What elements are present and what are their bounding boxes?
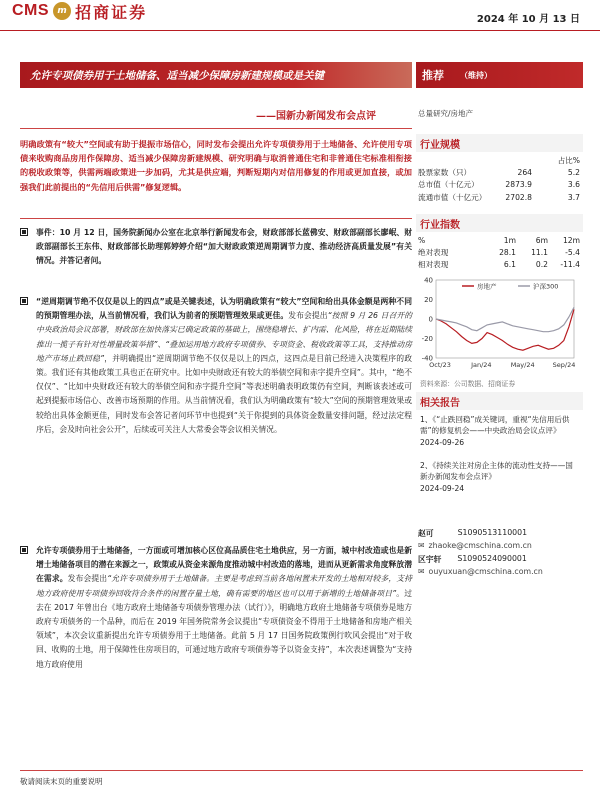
section-industry-index bbox=[416, 214, 583, 232]
related-report bbox=[420, 460, 580, 494]
scale-row-pct: 3.7 bbox=[567, 192, 580, 202]
index-row-value: 28.1 bbox=[499, 248, 516, 258]
policy-space-quote: “按照 9 月 26 日召开的中央政治局会议部署，财政部在加快落实已确定政策的基础上，围绕稳增长、扩内需、化风险，将在近期陆续推出一揽子有针对性增量政策举措”、“叠加运用地方政府专项债券、专项资金、税收政策等工具，支持推动房地产市场止跌回稳” bbox=[36, 311, 413, 363]
industry-index-chart bbox=[416, 272, 583, 376]
related-report-title: 2、《持续关注对房企主体的流动性支持——国新办新闻发布会点评》 bbox=[420, 461, 573, 482]
land-reserve-quote: “允许专项债券用于土地储备。主要是考虑到当前各地闲置未开发的土地相对较多，支持地方政府使用专项债券回收符合条件的闲置存量土地，确有需要的地区也可以用于新增的土地储备项目” bbox=[36, 574, 412, 598]
brand-logo bbox=[12, 0, 147, 22]
logo-cn: 招商证券 bbox=[75, 2, 148, 22]
logo-text: CMS bbox=[12, 2, 50, 19]
bullet-marker-icon bbox=[20, 228, 28, 236]
rating: 推荐 bbox=[422, 69, 444, 82]
summary-bottom-divider bbox=[20, 218, 412, 219]
industry-scale-table bbox=[418, 154, 580, 204]
report-subtitle: ——国新办新闻发布会点评 bbox=[256, 111, 376, 122]
x-tick-label: Sep/24 bbox=[552, 361, 576, 369]
related-report-date: 2024-09-24 bbox=[420, 483, 465, 493]
x-tick-label: Jan/24 bbox=[471, 361, 492, 369]
scale-row-value: 2702.8 bbox=[505, 192, 532, 202]
analyst-cert: S1090524090001 bbox=[457, 554, 527, 563]
index-row-value: 11.1 bbox=[531, 248, 548, 258]
policy-space-intro: 发布会提出 bbox=[288, 311, 328, 321]
scale-row-label: 股票家数（只） bbox=[418, 168, 472, 178]
x-tick-label: Oct/23 bbox=[429, 361, 451, 369]
industry-index-table bbox=[418, 234, 580, 271]
y-tick-label: 40 bbox=[424, 276, 433, 285]
scale-row bbox=[418, 166, 580, 178]
rating-banner bbox=[416, 62, 583, 88]
plot-frame bbox=[436, 280, 574, 358]
index-row-value: -5.4 bbox=[565, 248, 580, 258]
scale-row-label: 总市值（十亿元） bbox=[418, 180, 479, 190]
email-icon: ✉ bbox=[418, 567, 425, 576]
scale-row-pct: 5.2 bbox=[567, 168, 580, 178]
summary-top-divider bbox=[20, 128, 412, 129]
bullet-policy-space bbox=[36, 295, 412, 437]
scale-row-label: 流通市值（十亿元） bbox=[418, 192, 487, 202]
email-icon: ✉ bbox=[418, 541, 425, 550]
bullet-marker-icon bbox=[20, 297, 28, 305]
index-row-value: 0.2 bbox=[535, 260, 548, 270]
index-row-label: 相对表现 bbox=[418, 260, 449, 270]
bullet-land-reserve bbox=[36, 544, 412, 672]
analyst-name: 区宇轩 bbox=[418, 555, 442, 564]
rating-sub: （维持） bbox=[460, 71, 492, 80]
index-row-value: 6.1 bbox=[503, 260, 516, 270]
industry-label: 总量研究/房地产 bbox=[418, 109, 474, 118]
section-related bbox=[416, 392, 583, 410]
land-reserve-body: 。过去在 2017 年曾出台《地方政府土地储备专项债券管理办法（试行）》，明确地方政府土地储备专项债券是地方政府专项债务的一个品种，而后在 2019 年国务院常务会议提出“专项债资金不得用于土地储备和房地产相关领域”，本次会议重新提出允许专项债券用于土地储备。此前 5 月 17 日国务院政策例行吹风会提出“对于收回、收购的土地，用于保障性住房项目的，可通过地方政府专项债券等予以资金支持”，本次表述调整为“支持地方政府使用 bbox=[36, 588, 412, 669]
y-tick-label: 0 bbox=[428, 315, 433, 324]
policy-space-lead: “逆周期调节绝不仅仅是以上的四点”或是关键表述，认为明确政策有“较大”空间和给出具体金额是两种不同的预期管理办法，从当前情况看，我们认为前者的预期管理效果或更佳。 bbox=[36, 297, 412, 321]
section-industry-scale bbox=[416, 134, 583, 152]
analyst-email[interactable]: ouyuxuan@cmschina.com.cn bbox=[428, 567, 543, 576]
index-row bbox=[418, 246, 580, 258]
report-date: 2024 年 10 月 13 日 bbox=[476, 14, 580, 25]
header-divider bbox=[0, 30, 600, 31]
bullet-event bbox=[36, 226, 412, 269]
event-text: 事件：10 月 12 日，国务院新闻办公室在北京举行新闻发布会，财政部部长蓝佛安、财政部副部长廖岷、财政部副部长王东伟、财政部部长助理郭婷婷介绍“加大财政政策逆周期调节力度、推动经济高质量发展”有关情况。并答记者问。 bbox=[36, 228, 412, 266]
land-reserve-lead: 允许专项债券用于土地储备，一方面或可增加核心区位高品质住宅土地供应，另一方面，城中村改造或也是新增土地储备项目的潜在来源之一，政策或从资金来源角度推动城中村改造的落地，进而从更新需求角度释放潜在需求。 bbox=[36, 546, 412, 584]
y-tick-label: -40 bbox=[421, 354, 433, 363]
scale-unit-row bbox=[418, 154, 580, 166]
land-reserve-intro: 发布会提出 bbox=[67, 574, 108, 584]
analyst-block bbox=[418, 528, 543, 580]
related-title: 相关报告 bbox=[420, 398, 460, 409]
index-header: 6m bbox=[535, 235, 548, 245]
legend-label: 房地产 bbox=[477, 282, 497, 291]
x-tick-label: May/24 bbox=[510, 361, 535, 369]
legend-label: 沪深300 bbox=[533, 282, 559, 291]
industry-scale-title: 行业规模 bbox=[420, 140, 460, 151]
policy-space-body: ，并明确提出“逆周期调节绝不仅仅是以上的四点，这四点是目前已经进入决策程序的政策。我们还有其他政策工具也正在研究中。比如中央财政还有较大的举债空间和赤字提升空间”。其中，“绝不仅仅”、“比如中央财政还有较大的举债空间和赤字提升空间”等表述明确表明政策仍有空间，判断该表述或可起到提振市场信心、改善市场预期的作用。从当前情况看，我们认为明确政策有“较大”空间的预期管理效果或较给出具体金额更佳，同时发布会答记者问环节中也提到“关于你提到的具体资金数量安排问题，经过法定程序后，会及时向社会公开”，后续或可关注人大常委会等会议相关情况。 bbox=[36, 353, 412, 434]
chart-source: 资料来源：公司数据、招商证券 bbox=[420, 380, 516, 388]
series-line-property bbox=[436, 309, 574, 350]
index-header: 12m bbox=[562, 235, 580, 245]
summary-paragraph: 明确政策有“较大”空间或有助于提振市场信心，同时发布会提出允许专项债券用于土地储备、允许使用专项债来收购商品房用作保障房、适当减少保障房新建规模、研究明确与取消普通住宅和非普通住宅标准相衔接的税收政策等，供需两端政策进一步加码，尤其是供应端，判断短期内对信用修复的作用或更加直接，或加强我们此前提出的“先信用后供需”修复逻辑。 bbox=[20, 139, 412, 192]
scale-unit: 占比% bbox=[557, 155, 580, 165]
logo-mark-icon: m bbox=[53, 2, 71, 20]
related-report-date: 2024-09-26 bbox=[420, 437, 465, 447]
y-tick-label: 20 bbox=[424, 296, 433, 304]
index-row-label: 绝对表现 bbox=[418, 248, 449, 258]
index-header: % bbox=[418, 235, 426, 245]
series-line-csi300 bbox=[436, 307, 574, 331]
footer-divider bbox=[20, 770, 583, 771]
index-row-value: -11.4 bbox=[560, 260, 580, 270]
related-report-title: 1、《“止跌回稳”成关键词，重视“先信用后供需”的修复机会——中央政治局会议点评》 bbox=[420, 415, 570, 436]
analyst-cert: S1090513110001 bbox=[457, 528, 528, 537]
bullet-marker-icon bbox=[20, 546, 28, 554]
title-banner bbox=[20, 62, 412, 88]
scale-row-value: 2873.9 bbox=[505, 180, 532, 190]
index-header-row bbox=[418, 234, 580, 246]
scale-row bbox=[418, 179, 580, 191]
index-row bbox=[418, 259, 580, 271]
scale-row-value: 264 bbox=[517, 168, 532, 178]
scale-row bbox=[418, 191, 580, 203]
scale-row-pct: 3.6 bbox=[567, 180, 580, 190]
industry-index-title: 行业指数 bbox=[420, 220, 460, 231]
related-report bbox=[420, 414, 580, 448]
report-title: 允许专项债券用于土地储备、适当减少保障房新建规模或是关键 bbox=[30, 70, 324, 82]
y-tick-label: -20 bbox=[421, 335, 433, 343]
analyst-email[interactable]: zhaoke@cmschina.com.cn bbox=[428, 541, 532, 550]
footer-note: 敬请阅读末页的重要说明 bbox=[20, 777, 103, 786]
index-header: 1m bbox=[503, 235, 516, 245]
analyst-name: 赵可 bbox=[418, 529, 434, 538]
